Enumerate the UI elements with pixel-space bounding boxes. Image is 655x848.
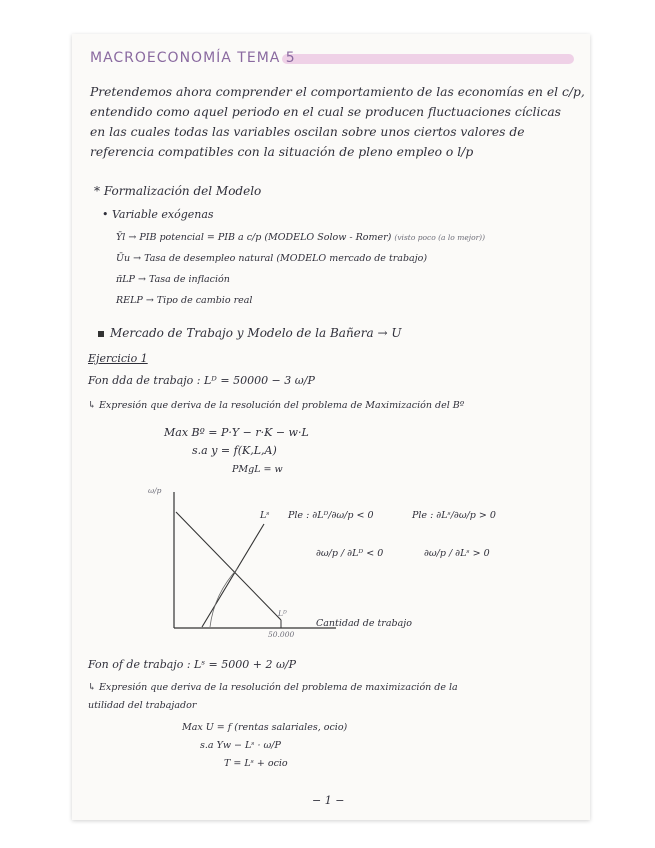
demand-curve xyxy=(176,512,281,620)
intro-line: referencia compatibles con la situación de pleno empleo o l/p xyxy=(90,145,474,159)
supply-note: ↳ Expresión que deriva de la resolución del problema de maximización de la xyxy=(88,682,458,693)
var-symbol: RELP xyxy=(116,295,143,306)
x-axis-label: Cantidad de trabajo xyxy=(316,618,412,629)
section-title: Mercado de Trabajo y Modelo de la Bañera → U xyxy=(110,326,402,340)
demand-label: Fon dda de trabajo : xyxy=(88,374,201,387)
page-number: − 1 − xyxy=(312,794,345,807)
max-line: T = Lˢ + ocio xyxy=(224,758,288,769)
section-heading xyxy=(94,184,261,198)
variable-row xyxy=(116,253,427,264)
var-desc: → Tasa de desempleo natural (MODELO mercado de trabajo) xyxy=(133,253,428,264)
max-line: s.a y = f(K,L,A) xyxy=(192,444,277,457)
max-line: Max U = f (rentas salariales, ocio) xyxy=(182,722,348,733)
subsection-title: Variable exógenas xyxy=(112,208,214,221)
demand-equation: Lᴰ = 50000 − 3 ω/P xyxy=(204,374,315,387)
section-title: Formalización del Modelo xyxy=(103,184,262,198)
demand-elasticity: ∂ω/p / ∂Lᴰ < 0 xyxy=(316,548,384,559)
supply-curve-label: Lˢ xyxy=(260,510,270,521)
max-line: Max Bº = P·Y − r·K − w·L xyxy=(164,426,309,439)
supply-elasticity: ∂ω/p / ∂Lˢ > 0 xyxy=(424,548,490,559)
intro-line: en las cuales todas las variables oscilan sobre unos ciertos valores de xyxy=(90,125,525,139)
supply-curve xyxy=(202,524,264,627)
asterisk-bullet: * xyxy=(94,184,104,198)
square-bullet xyxy=(98,331,104,337)
variable-row xyxy=(116,232,485,243)
page-title: MACROECONOMÍA TEMA 5 xyxy=(90,50,296,66)
var-desc: → Tipo de cambio real xyxy=(145,295,253,306)
max-line: s.a Yw − Lˢ · ω/P xyxy=(200,740,281,751)
intro-paragraph xyxy=(90,82,585,162)
var-desc: → Tasa de inflación xyxy=(137,274,230,285)
x-tick-label: 50.000 xyxy=(268,630,295,639)
max-line: PMgL = w xyxy=(232,464,283,475)
supply-line xyxy=(88,658,296,671)
demand-line xyxy=(88,374,315,387)
intro-line: Pretendemos ahora comprender el comportamiento de las economías en el c/p, xyxy=(90,85,585,99)
demand-elasticity: Ple : ∂Lᴰ/∂ω/p < 0 xyxy=(288,510,374,521)
section-heading xyxy=(98,326,401,340)
var-note: (visto poco (a lo mejor)) xyxy=(394,233,486,242)
supply-elasticity: Ple : ∂Lˢ/∂ω/p > 0 xyxy=(412,510,496,521)
title-highlight xyxy=(282,54,574,64)
variable-row xyxy=(116,295,252,306)
y-axis-label: ω/p xyxy=(148,486,162,495)
guide-curve xyxy=(210,568,238,627)
intro-line: entendido como aquel periodo en el cual se producen fluctuaciones cíclicas xyxy=(90,105,561,119)
var-symbol: π̄LP xyxy=(116,274,135,285)
supply-label: Fon of de trabajo : xyxy=(88,658,191,671)
var-symbol: Ūu xyxy=(116,253,131,264)
notebook-page xyxy=(72,34,590,820)
variable-row xyxy=(116,274,230,285)
demand-curve-label: Lᴰ xyxy=(278,609,287,618)
exercise-label: Ejercicio 1 xyxy=(88,352,148,365)
subsection-heading: • Variable exógenas xyxy=(102,208,214,221)
supply-note: utilidad del trabajador xyxy=(88,700,197,711)
var-symbol: Ȳl xyxy=(116,232,126,243)
supply-equation: Lˢ = 5000 + 2 ω/P xyxy=(194,658,297,671)
demand-note: ↳ Expresión que deriva de la resolución del problema de Maximización del Bº xyxy=(88,400,465,411)
var-desc: → PIB potencial = PIB a c/p (MODELO Solow - Romer) xyxy=(128,232,392,243)
